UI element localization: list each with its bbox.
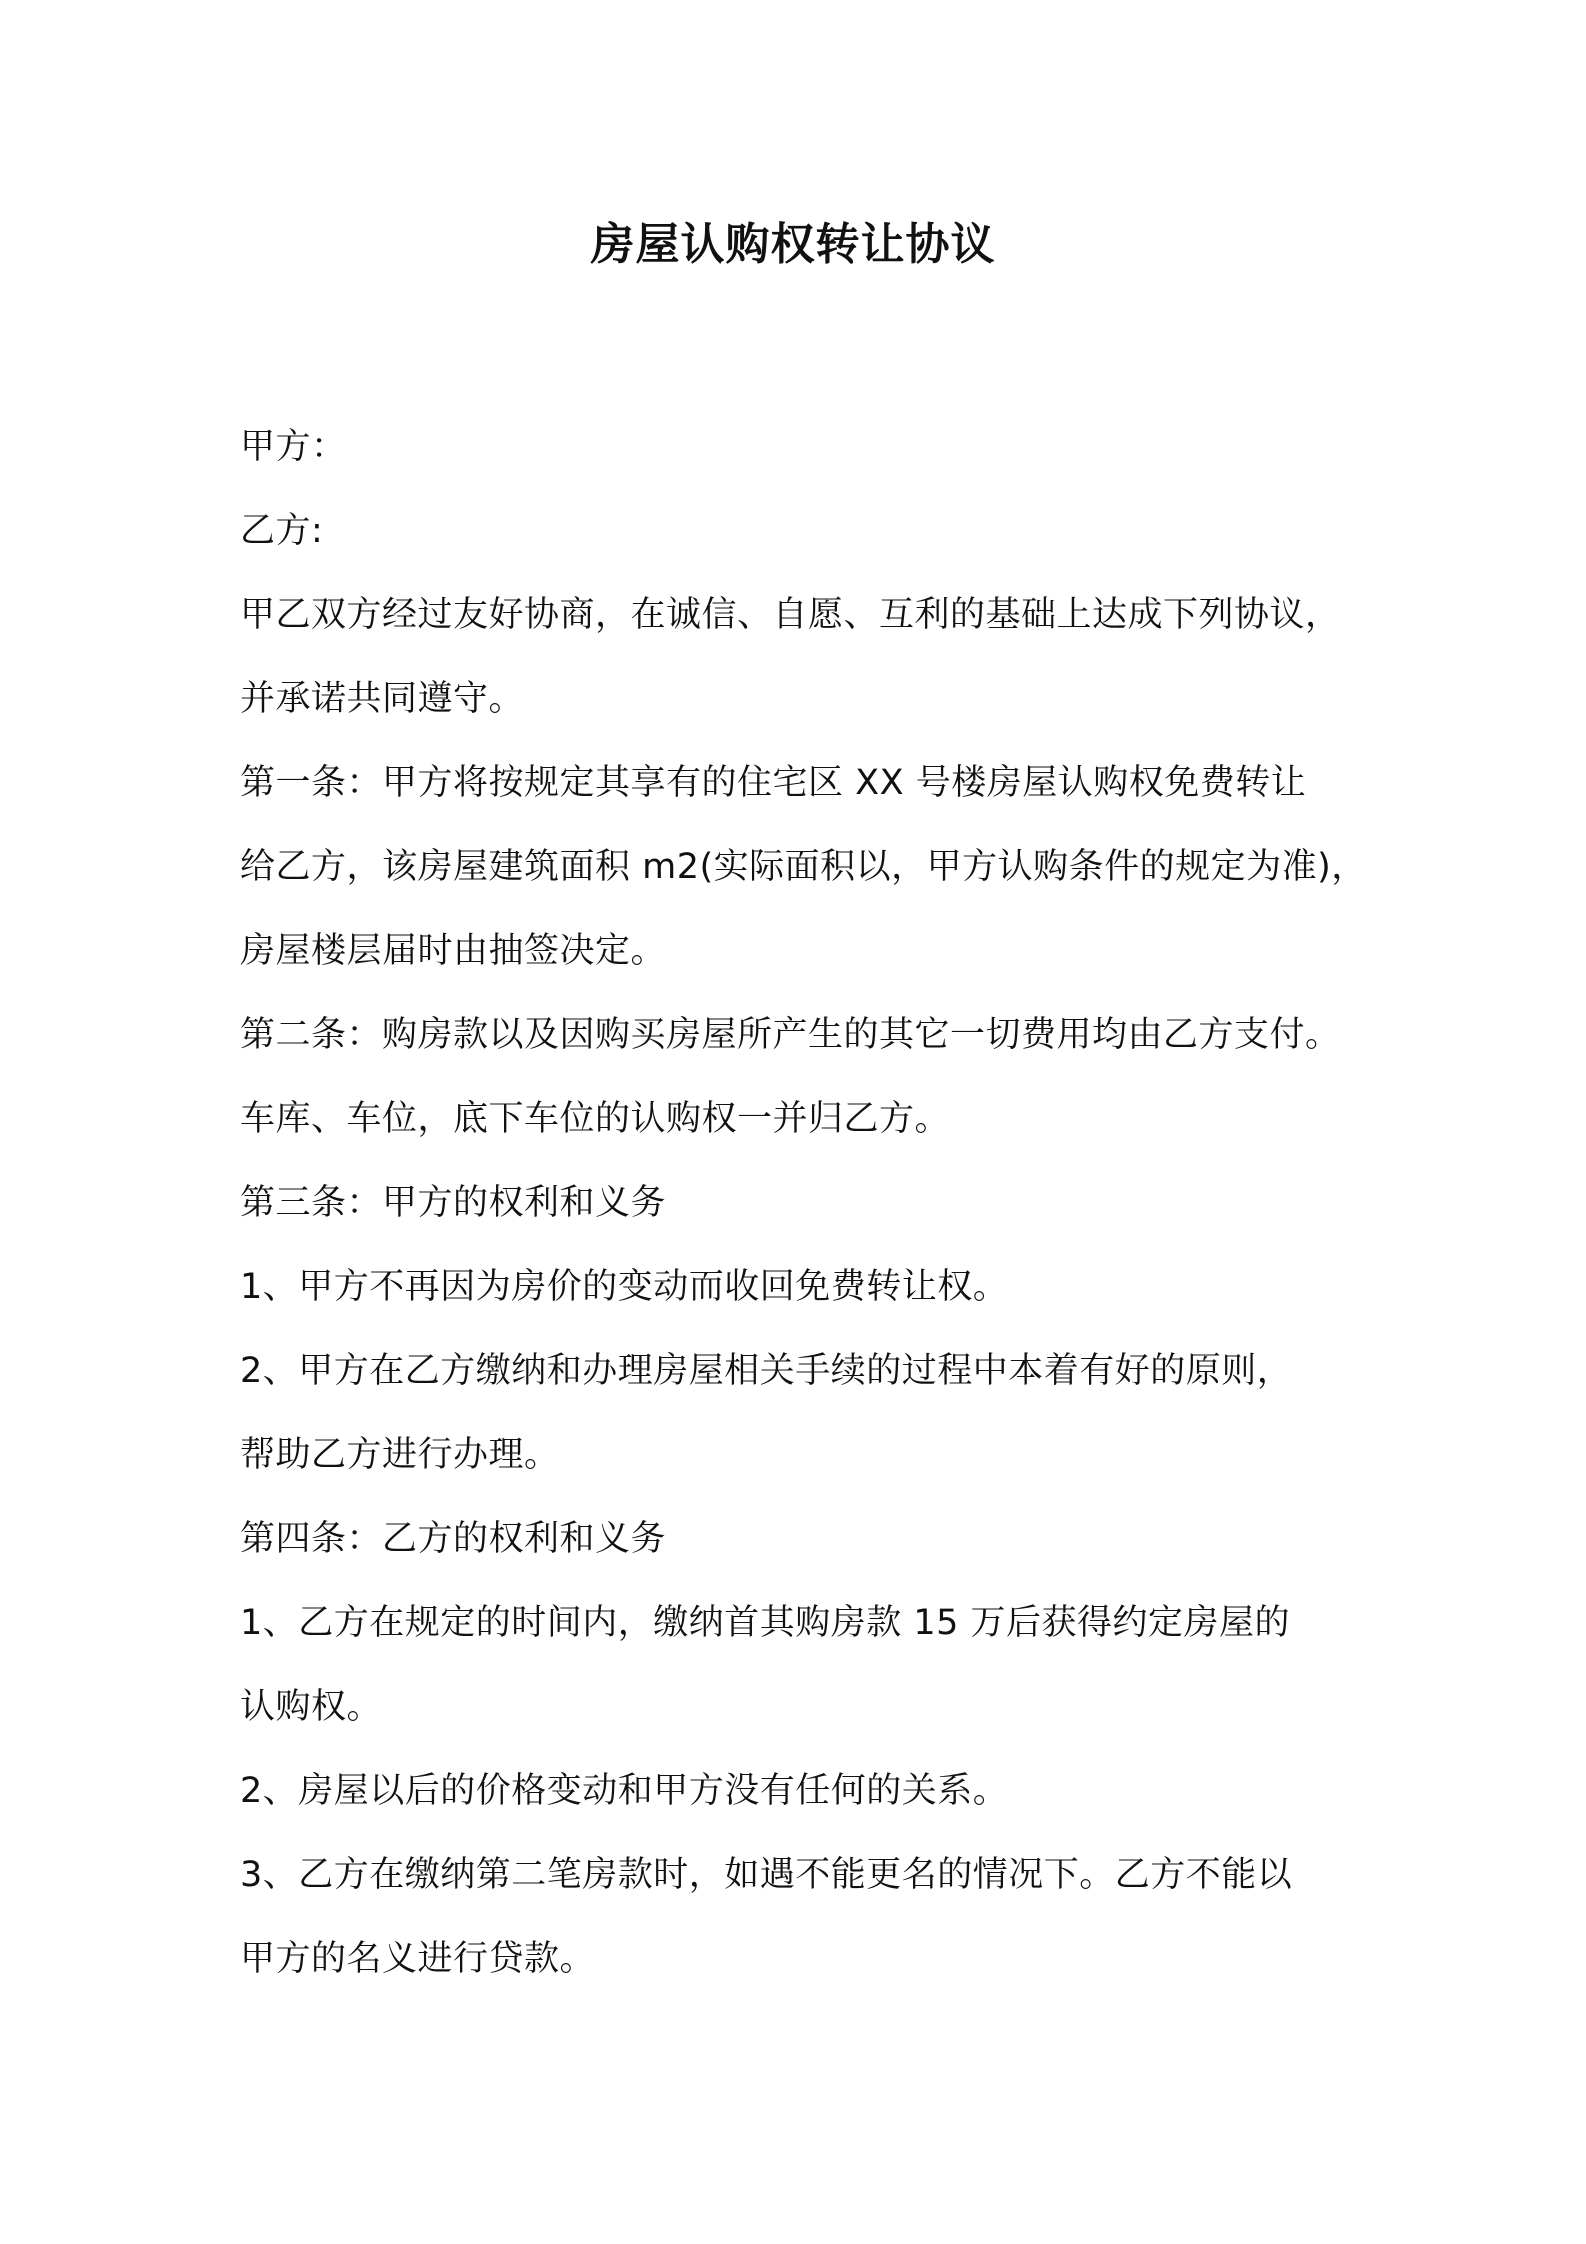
article-4-item-2: 2、房屋以后的价格变动和甲方没有任何的关系。 <box>240 1771 1009 1811</box>
article-2-line-1: 第二条：购房款以及因购买房屋所产生的其它一切费用均由乙方支付。 <box>240 1015 1341 1055</box>
document-body <box>240 405 1390 2001</box>
preamble-line-2: 并承诺共同遵守。 <box>240 679 525 719</box>
article-4-item-3-line-1: 3、乙方在缴纳第二笔房款时，如遇不能更名的情况下。乙方不能以 <box>240 1855 1293 1895</box>
document-title: 房屋认购权转让协议 <box>590 219 996 270</box>
article-4-item-1-line-1: 1、乙方在规定的时间内，缴纳首其购房款 15 万后获得约定房屋的 <box>240 1603 1291 1643</box>
article-1-line-2: 给乙方，该房屋建筑面积 m2(实际面积以，甲方认购条件的规定为准)， <box>240 847 1367 887</box>
article-4-item-1-line-2: 认购权。 <box>240 1687 383 1727</box>
article-4-heading: 第四条：乙方的权利和义务 <box>240 1519 667 1559</box>
article-1-line-3: 房屋楼层届时由抽签决定。 <box>240 931 667 971</box>
article-3-heading: 第三条：甲方的权利和义务 <box>240 1183 667 1223</box>
article-2-line-2: 车库、车位，底下车位的认购权一并归乙方。 <box>240 1099 951 1139</box>
party-b-line: 乙方: <box>240 511 324 551</box>
preamble-line-1: 甲乙双方经过友好协商，在诚信、自愿、互利的基础上达成下列协议， <box>240 595 1341 635</box>
party-a-line: 甲方： <box>240 427 347 467</box>
article-3-item-1: 1、甲方不再因为房价的变动而收回免费转让权。 <box>240 1267 1009 1307</box>
article-3-item-2-line-1: 2、甲方在乙方缴纳和办理房屋相关手续的过程中本着有好的原则， <box>240 1351 1293 1391</box>
article-3-item-2-line-2: 帮助乙方进行办理。 <box>240 1435 560 1475</box>
article-4-item-3-line-2: 甲方的名义进行贷款。 <box>240 1939 596 1979</box>
article-1-line-1: 第一条：甲方将按规定其享有的住宅区 XX 号楼房屋认购权免费转让 <box>240 763 1307 803</box>
